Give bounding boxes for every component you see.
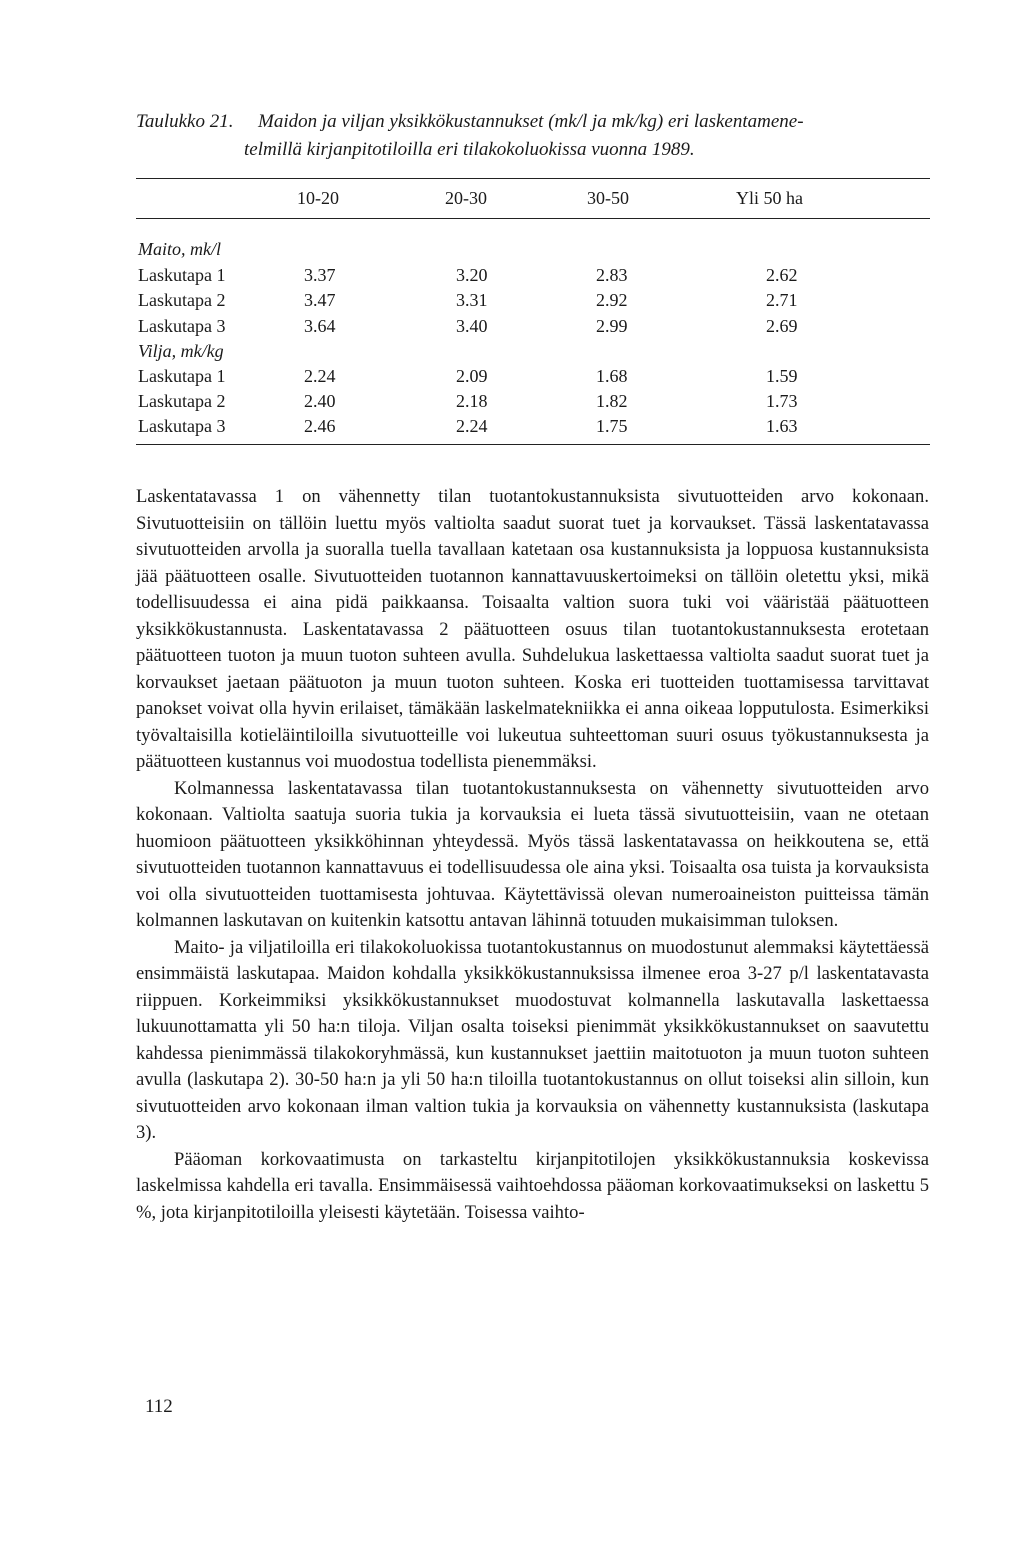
table-cell: 3.20 bbox=[456, 265, 488, 285]
table-row bbox=[136, 265, 930, 289]
table-cell: 2.18 bbox=[456, 391, 488, 411]
table-cell: 2.71 bbox=[766, 290, 798, 310]
table-cell: 2.24 bbox=[456, 416, 488, 436]
column-header-yli-50: Yli 50 ha bbox=[736, 188, 803, 208]
column-header-20-30: 20-30 bbox=[445, 188, 487, 208]
table-top-rule bbox=[136, 178, 930, 179]
body-text bbox=[136, 484, 929, 1226]
paragraph: Laskentatavassa 1 on vähennetty tilan tuotantokustannuksista sivutuotteiden arvo kokonaan. Sivutuotteisiin on tällöin luettu myös valtiolta saadut suorat tuet ja korvaukset. Tässä laskentatavassa sivutuotteiden arvolla ja suoralla tuella tavallaan katetaan osa kustannuksista ja loppuosa kustannuksista jää päätuotteen osalle. Sivutuotteiden tuotannon kannattavuuskertoimeksi on tällöin oletettu yksi, mikä todellisuudessa ei aina pidä paikkaansa. Toisaalta valtion suora tuki voi vääristää päätuotteen yksikkökustannusta. Laskentatavassa 2 päätuotteen osuus tilan tuotantokustannuksesta erotetaan päätuotteen tuoton ja muun tuoton suhteen avulla. Suhdelukua laskettaessa valtiolta saadut suorat tuet ja korvaukset jaetaan päätuoton ja muun tuoton suhteen. Koska eri tuotteiden tuottamisessa tarvittavat panokset voivat olla hyvin erilaiset, tämäkään laskelmatekniikka ei anna oikeaa lopputulosta. Esimerkiksi työvaltaisilla kotieläintiloilla sivutuotteille voi lukeutua suhteettoman suuri osuus työkustannuksesta ja päätuotteen kustannus voi muodostua todellista pienemmäksi. bbox=[136, 486, 929, 772]
table-cell: 2.83 bbox=[596, 265, 628, 285]
row-label: Laskutapa 3 bbox=[138, 316, 226, 336]
table-cell: 3.31 bbox=[456, 290, 488, 310]
row-label: Laskutapa 1 bbox=[138, 366, 226, 386]
table-row bbox=[136, 416, 930, 440]
table-cell: 2.09 bbox=[456, 366, 488, 386]
table-caption-line1: Maidon ja viljan yksikkökustannukset (mk/l ja mk/kg) eri laskentamene- bbox=[258, 111, 804, 132]
table-cell: 3.47 bbox=[304, 290, 336, 310]
table-cell: 3.64 bbox=[304, 316, 336, 336]
table-cell: 1.59 bbox=[766, 366, 798, 386]
table-cell: 1.63 bbox=[766, 416, 798, 436]
column-header-10-20: 10-20 bbox=[297, 188, 339, 208]
section-title-row bbox=[136, 341, 930, 365]
column-header-30-50: 30-50 bbox=[587, 188, 629, 208]
paragraph: Maito- ja viljatiloilla eri tilakokoluokissa tuotantokustannus on muodostunut alemmaksi käytettäessä ensimmäistä laskutapaa. Maidon kohdalla yksikkökustannuksissa ilmenee eroa 3-27 p/l laskentatavasta riippuen. Korkeimmiksi yksikkökustannukset muodostuvat kolmannella laskutavalla laskettaessa lukuunottamatta yli 50 ha:n tiloja. Viljan osalta toiseksi pienimmät yksikkökustannukset on saavutettu kahdessa pienimmässä tilakokoryhmässä, kun kustannukset jaettiin maitotuoton ja muun tuoton suhteen avulla (laskutapa 2). 30-50 ha:n ja yli 50 ha:n tiloilla tuotantokustannus on ollut toiseksi alin silloin, kun sivutuotteiden arvo kokonaan ilman valtion tukia ja korvauksia on vähennetty kustannuksista (laskutapa 3). bbox=[136, 936, 929, 1143]
row-label: Laskutapa 2 bbox=[138, 391, 226, 411]
paragraph: Kolmannessa laskentatavassa tilan tuotantokustannuksesta on vähennetty sivutuotteiden arvo kokonaan. Valtiolta saatuja suoria tukia ja korvauksia ei lueta tässä sivutuotteisiin, vaan ne otetaan huomioon päätuotteen yksikköhinnan yhteydessä. Myös tässä laskentatavassa on heikkoutena se, että sivutuotteiden tuotannon kannattavuus ei todellisuudessa ole aina yksi. Toisaalta osa tuista ja korvauksista voi olla sivutuotteiden tuottamisesta johtuvaa. Käytettävissä olevan numeroaineiston puitteissa tämän kolmannen laskutavan on kuitenkin katsottu antavan lähinnä totuuden mukaisimman tuloksen. bbox=[136, 777, 929, 931]
table-cell: 2.24 bbox=[304, 366, 336, 386]
table-cell: 2.62 bbox=[766, 265, 798, 285]
section-title-row bbox=[136, 239, 930, 263]
table-header-rule bbox=[136, 218, 930, 219]
table-cell: 3.40 bbox=[456, 316, 488, 336]
table-row bbox=[136, 366, 930, 390]
table-cell: 2.92 bbox=[596, 290, 628, 310]
page-number: 112 bbox=[145, 1396, 173, 1417]
row-label: Laskutapa 1 bbox=[138, 265, 226, 285]
table-cell: 2.69 bbox=[766, 316, 798, 336]
table-cell: 2.99 bbox=[596, 316, 628, 336]
table-caption-label: Taulukko 21. bbox=[136, 111, 234, 132]
table-cell: 1.75 bbox=[596, 416, 628, 436]
table-cell: 1.68 bbox=[596, 366, 628, 386]
section-title-vilja: Vilja, mk/kg bbox=[138, 341, 224, 361]
table-caption bbox=[136, 108, 936, 164]
table-cell: 2.40 bbox=[304, 391, 336, 411]
section-title-maito: Maito, mk/l bbox=[138, 239, 221, 259]
table-row bbox=[136, 391, 930, 415]
table-cell: 3.37 bbox=[304, 265, 336, 285]
table-row bbox=[136, 290, 930, 314]
table-cell: 2.46 bbox=[304, 416, 336, 436]
table-cell: 1.73 bbox=[766, 391, 798, 411]
table-cell: 1.82 bbox=[596, 391, 628, 411]
row-label: Laskutapa 3 bbox=[138, 416, 226, 436]
paragraph: Pääoman korkovaatimusta on tarkasteltu kirjanpitotilojen yksikkökustannuksia koskevissa laskelmissa kahdella eri tavalla. Ensimmäisessä vaihtoehdossa pääoman korkovaatimukseksi on laskettu 5 %, jota kirjanpitotiloilla yleisesti käytetään. Toisessa vaihto- bbox=[136, 1148, 929, 1223]
table-bottom-rule bbox=[136, 444, 930, 445]
table-row bbox=[136, 316, 930, 340]
row-label: Laskutapa 2 bbox=[138, 290, 226, 310]
table-caption-line2: telmillä kirjanpitotiloilla eri tilakokoluokissa vuonna 1989. bbox=[244, 139, 695, 160]
